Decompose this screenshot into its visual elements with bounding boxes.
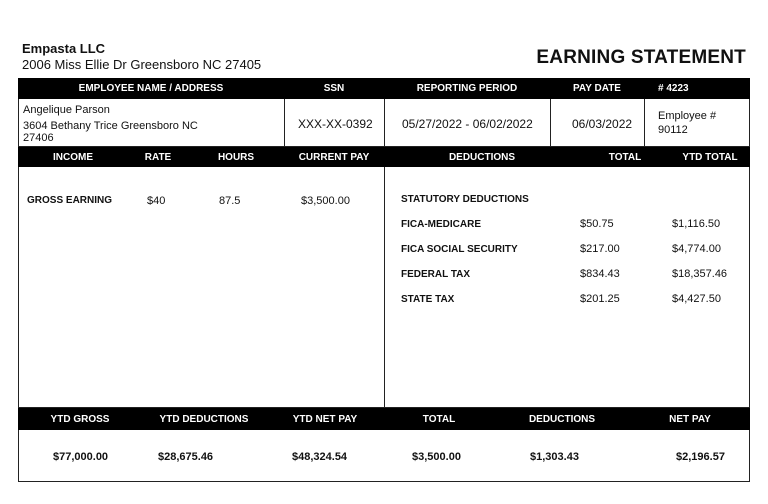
header-deductions: DEDUCTIONS	[448, 151, 516, 163]
summary-row	[18, 430, 750, 482]
header-reporting-period: REPORTING PERIOD	[416, 83, 518, 94]
deduction-ytd: $4,774.00	[672, 243, 721, 255]
deduction-total: $834.43	[580, 268, 620, 280]
employee-ssn: XXX-XX-0392	[298, 117, 373, 131]
header-summary-total: TOTAL	[422, 413, 456, 425]
company-address: 2006 Miss Ellie Dr Greensboro NC 27405	[22, 57, 262, 72]
statement-title: EARNING STATEMENT	[536, 47, 746, 68]
company-name: Empasta LLC	[22, 41, 106, 56]
employee-address-line1: 3604 Bethany Trice Greensboro NC	[23, 120, 198, 132]
divider	[384, 99, 385, 147]
divider	[550, 99, 551, 147]
employee-address-line2: 27406	[23, 132, 54, 144]
employee-number-label: Employee #	[658, 110, 717, 122]
header-ytd-deductions: YTD DEDUCTIONS	[159, 413, 249, 425]
header-net-pay: NET PAY	[669, 413, 711, 425]
header-hours: HOURS	[217, 151, 255, 163]
reporting-period: 05/27/2022 - 06/02/2022	[402, 117, 533, 131]
header-statement-number: # 4223	[658, 83, 689, 94]
divider	[284, 99, 285, 147]
header-employee-name-address: EMPLOYEE NAME / ADDRESS	[78, 83, 224, 94]
earnings-deductions-divider	[384, 167, 385, 408]
summary-deductions-value: $1,303.43	[530, 451, 579, 463]
header-summary-deductions: DEDUCTIONS	[528, 413, 596, 425]
gross-earning-current-pay: $3,500.00	[301, 195, 350, 207]
deduction-total: $50.75	[580, 218, 614, 230]
ytd-gross-value: $77,000.00	[53, 451, 109, 463]
deduction-name: FEDERAL TAX	[401, 269, 471, 280]
header-rate: RATE	[144, 151, 172, 163]
statutory-deductions-label: STATUTORY DEDUCTIONS	[401, 194, 529, 205]
deduction-name: STATE TAX	[401, 294, 455, 305]
employee-number: 90112	[658, 124, 688, 136]
deduction-ytd: $4,427.50	[672, 293, 721, 305]
summary-header	[18, 408, 750, 430]
deduction-name: FICA SOCIAL SECURITY	[401, 244, 518, 255]
earnings-header	[18, 147, 750, 167]
divider	[644, 99, 645, 147]
pay-date: 06/03/2022	[572, 117, 633, 131]
gross-earning-label: GROSS EARNING	[27, 195, 113, 206]
header-ytd-gross: YTD GROSS	[50, 413, 110, 425]
employee-info-header	[18, 78, 750, 99]
deduction-name: FICA-MEDICARE	[401, 219, 481, 230]
deduction-total: $201.25	[580, 293, 620, 305]
header-current-pay: CURRENT PAY	[298, 151, 370, 163]
header-income: INCOME	[53, 151, 93, 163]
gross-earning-rate: $40	[147, 195, 166, 207]
header-ytd-net-pay: YTD NET PAY	[292, 413, 358, 425]
net-pay-value: $2,196.57	[676, 451, 725, 463]
ytd-deductions-value: $28,675.46	[158, 451, 214, 463]
ytd-net-pay-value: $48,324.54	[292, 451, 348, 463]
header-total: TOTAL	[608, 151, 642, 163]
employee-name: Angelique Parson	[23, 104, 110, 116]
header-ssn: SSN	[323, 83, 345, 94]
gross-earning-hours: 87.5	[219, 195, 241, 207]
header-ytd-total: YTD TOTAL	[682, 151, 738, 163]
deduction-total: $217.00	[580, 243, 620, 255]
header-pay-date: PAY DATE	[573, 83, 621, 94]
deduction-ytd: $18,357.46	[672, 268, 728, 280]
summary-total-value: $3,500.00	[412, 451, 461, 463]
deduction-ytd: $1,116.50	[672, 218, 721, 230]
